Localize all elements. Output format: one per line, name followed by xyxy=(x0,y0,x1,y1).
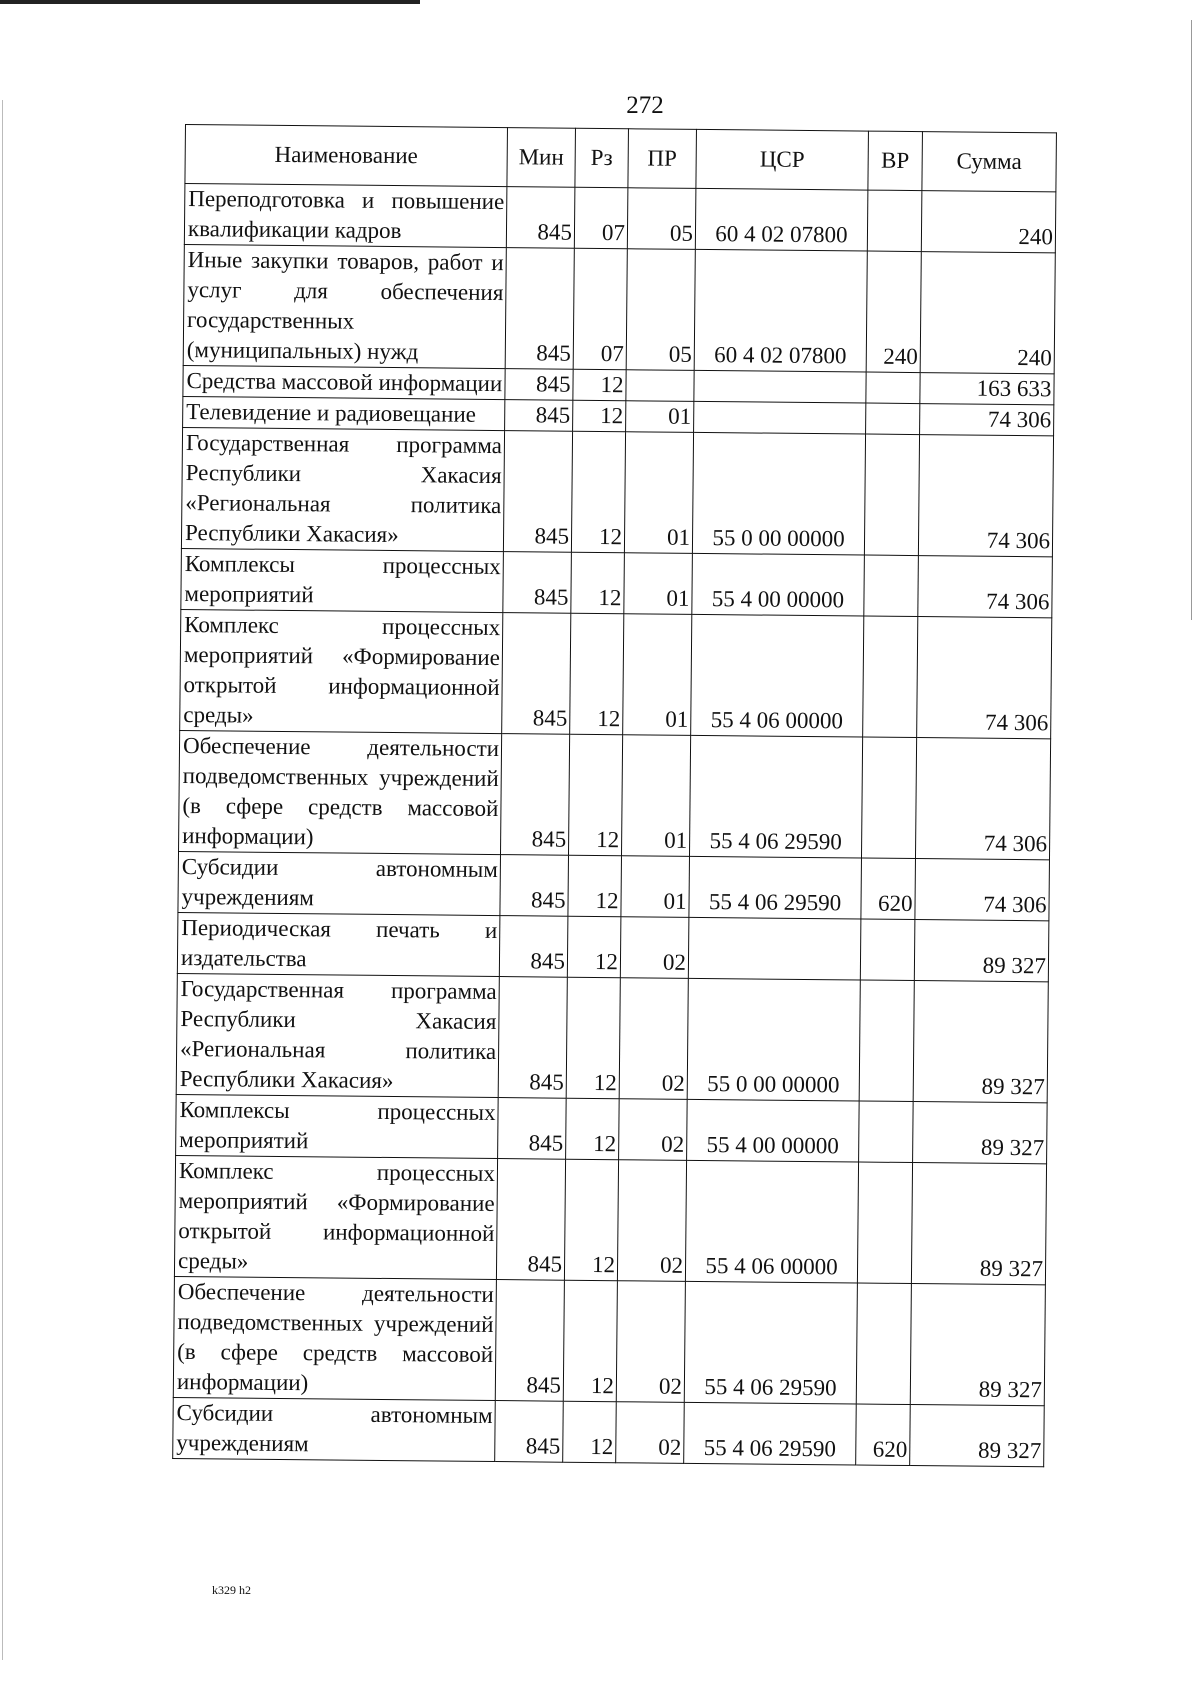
cell-name: Периодическая печать и издательства xyxy=(177,912,500,976)
cell-vr xyxy=(856,1283,911,1405)
header-name: Наименование xyxy=(185,125,508,187)
scan-artifact-left-edge xyxy=(2,100,3,1660)
cell-min: 845 xyxy=(495,1280,564,1402)
cell-csr: 55 0 00 00000 xyxy=(692,432,865,555)
cell-vr xyxy=(866,372,920,404)
cell-sum: 74 306 xyxy=(918,435,1053,557)
cell-vr xyxy=(867,190,922,252)
header-sum: Сумма xyxy=(922,132,1057,192)
cell-min: 845 xyxy=(503,431,572,553)
table-row xyxy=(174,1155,1046,1284)
budget-table-container xyxy=(172,124,1057,1467)
cell-name: Субсидии автономным учреждениям xyxy=(178,851,501,915)
cell-name: Иные закупки товаров, работ и услуг для обеспечения государственных (муниципальных) нужд xyxy=(183,244,506,368)
cell-pr: 01 xyxy=(624,553,693,615)
cell-name: Обеспечение деятельности подведомственных учреждений (в сфере средств массовой информации) xyxy=(173,1276,496,1400)
cell-min: 845 xyxy=(502,613,571,735)
cell-min: 845 xyxy=(496,1159,565,1281)
cell-rz: 12 xyxy=(566,1098,620,1160)
cell-name: Государственная программа Республики Хакасия «Региональная политика Республики Хакасия» xyxy=(176,973,499,1097)
header-vr: ВР xyxy=(868,131,923,191)
cell-vr xyxy=(863,616,918,738)
cell-sum: 74 306 xyxy=(918,556,1053,618)
cell-csr: 55 4 06 00000 xyxy=(691,614,864,737)
table-row xyxy=(183,244,1055,373)
table-row xyxy=(173,1276,1045,1405)
cell-rz: 12 xyxy=(573,369,626,401)
cell-vr xyxy=(857,1162,912,1284)
cell-sum: 89 327 xyxy=(910,1405,1045,1467)
cell-rz: 12 xyxy=(567,916,621,978)
cell-rz: 07 xyxy=(574,187,628,249)
table-row xyxy=(179,730,1051,859)
cell-pr: 02 xyxy=(616,1281,685,1403)
cell-vr xyxy=(864,434,919,556)
table-body xyxy=(173,184,1056,1467)
cell-min: 845 xyxy=(498,1098,567,1160)
cell-pr: 01 xyxy=(621,735,690,857)
table-row xyxy=(181,548,1053,617)
cell-rz: 12 xyxy=(563,1280,617,1402)
cell-csr: 55 4 06 00000 xyxy=(685,1160,858,1283)
cell-pr: 05 xyxy=(626,249,695,371)
cell-csr: 55 4 00 00000 xyxy=(692,553,865,616)
cell-pr: 01 xyxy=(626,401,694,433)
cell-name: Субсидии автономным учреждениям xyxy=(173,1397,496,1461)
cell-min: 845 xyxy=(499,916,568,978)
header-min: Мин xyxy=(507,128,576,188)
cell-name: Телевидение и радиовещание xyxy=(183,396,505,430)
cell-vr: 620 xyxy=(856,1404,911,1466)
table-row xyxy=(176,1094,1048,1163)
cell-sum: 163 633 xyxy=(920,373,1054,405)
cell-sum: 89 327 xyxy=(910,1284,1045,1406)
cell-pr: 02 xyxy=(619,1099,688,1161)
cell-sum: 74 306 xyxy=(915,859,1050,921)
cell-rz: 12 xyxy=(570,613,624,735)
cell-name: Переподготовка и повышение квалификации кадров xyxy=(184,184,507,248)
cell-vr xyxy=(860,919,915,981)
cell-csr: 55 4 06 29590 xyxy=(689,856,862,919)
cell-vr xyxy=(866,403,920,435)
table-row xyxy=(180,609,1052,738)
header-csr: ЦСР xyxy=(696,129,869,190)
cell-rz: 12 xyxy=(566,977,620,1099)
cell-sum: 74 306 xyxy=(920,404,1054,436)
cell-pr: 01 xyxy=(621,856,690,918)
cell-sum: 240 xyxy=(920,252,1055,374)
footer-code: k329 h2 xyxy=(212,1583,251,1597)
page-number: 272 xyxy=(626,92,664,119)
cell-csr: 55 4 06 29590 xyxy=(689,735,862,858)
cell-csr xyxy=(688,917,861,980)
cell-rz: 12 xyxy=(573,400,626,432)
cell-min: 845 xyxy=(501,734,570,856)
scan-artifact-top-line xyxy=(0,0,420,4)
cell-rz: 12 xyxy=(564,1159,618,1281)
cell-sum: 89 327 xyxy=(913,1102,1048,1164)
cell-csr: 55 4 06 29590 xyxy=(684,1281,857,1404)
table-header-row xyxy=(185,125,1057,192)
cell-vr xyxy=(861,737,916,859)
cell-min: 845 xyxy=(505,369,573,401)
table-row xyxy=(184,184,1056,253)
cell-vr xyxy=(864,555,919,617)
cell-name: Средства массовой информации xyxy=(183,365,505,399)
header-rz: Рз xyxy=(575,128,629,188)
cell-name: Комплекс процессных мероприятий «Формирование открытой информационной среды» xyxy=(180,609,503,733)
cell-sum: 74 306 xyxy=(917,617,1052,739)
cell-pr: 02 xyxy=(619,978,688,1100)
cell-min: 845 xyxy=(500,855,569,917)
cell-name: Обеспечение деятельности подведомственных учреждений (в сфере средств массовой информации) xyxy=(179,730,502,854)
cell-pr: 01 xyxy=(624,432,693,554)
cell-csr: 55 4 06 29590 xyxy=(684,1402,857,1465)
table-row xyxy=(173,1397,1045,1466)
cell-csr xyxy=(694,370,866,403)
budget-table xyxy=(172,124,1057,1467)
cell-csr xyxy=(694,401,866,434)
cell-rz: 07 xyxy=(573,248,627,370)
cell-sum: 74 306 xyxy=(915,738,1050,860)
table-row xyxy=(181,427,1053,556)
cell-name: Государственная программа Республики Хакасия «Региональная политика Республики Хакасия» xyxy=(181,427,504,551)
cell-csr: 55 4 00 00000 xyxy=(687,1099,860,1162)
cell-min: 845 xyxy=(505,400,573,432)
cell-sum: 89 327 xyxy=(913,981,1048,1103)
cell-rz: 12 xyxy=(571,431,625,553)
cell-vr xyxy=(859,980,914,1102)
cell-min: 845 xyxy=(506,187,575,249)
cell-csr: 55 0 00 00000 xyxy=(687,978,860,1101)
cell-pr: 05 xyxy=(627,188,696,250)
cell-csr: 60 4 02 07800 xyxy=(695,188,868,251)
cell-rz: 12 xyxy=(568,734,622,856)
cell-sum: 240 xyxy=(921,191,1056,253)
cell-name: Комплексы процессных мероприятий xyxy=(176,1094,499,1158)
cell-pr: 02 xyxy=(616,1402,685,1464)
cell-min: 845 xyxy=(503,552,572,614)
cell-pr: 02 xyxy=(617,1160,686,1282)
cell-sum: 89 327 xyxy=(914,920,1049,982)
cell-name: Комплексы процессных мероприятий xyxy=(181,548,504,612)
table-row xyxy=(178,851,1050,920)
cell-csr: 60 4 02 07800 xyxy=(694,249,867,372)
cell-rz: 12 xyxy=(568,855,622,917)
cell-vr: 240 xyxy=(866,251,921,373)
cell-name: Комплекс процессных мероприятий «Формирование открытой информационной среды» xyxy=(174,1155,497,1279)
header-pr: ПР xyxy=(628,129,697,189)
table-row xyxy=(177,912,1049,981)
cell-rz: 12 xyxy=(563,1401,617,1463)
cell-min: 845 xyxy=(495,1401,564,1463)
table-row xyxy=(176,973,1048,1102)
cell-pr: 01 xyxy=(623,614,692,736)
cell-min: 845 xyxy=(505,248,574,370)
cell-rz: 12 xyxy=(571,552,625,614)
cell-pr xyxy=(626,370,694,402)
cell-pr: 02 xyxy=(620,917,689,979)
cell-min: 845 xyxy=(498,977,567,1099)
cell-vr: 620 xyxy=(861,858,916,920)
cell-vr xyxy=(859,1101,914,1163)
cell-sum: 89 327 xyxy=(911,1163,1046,1285)
